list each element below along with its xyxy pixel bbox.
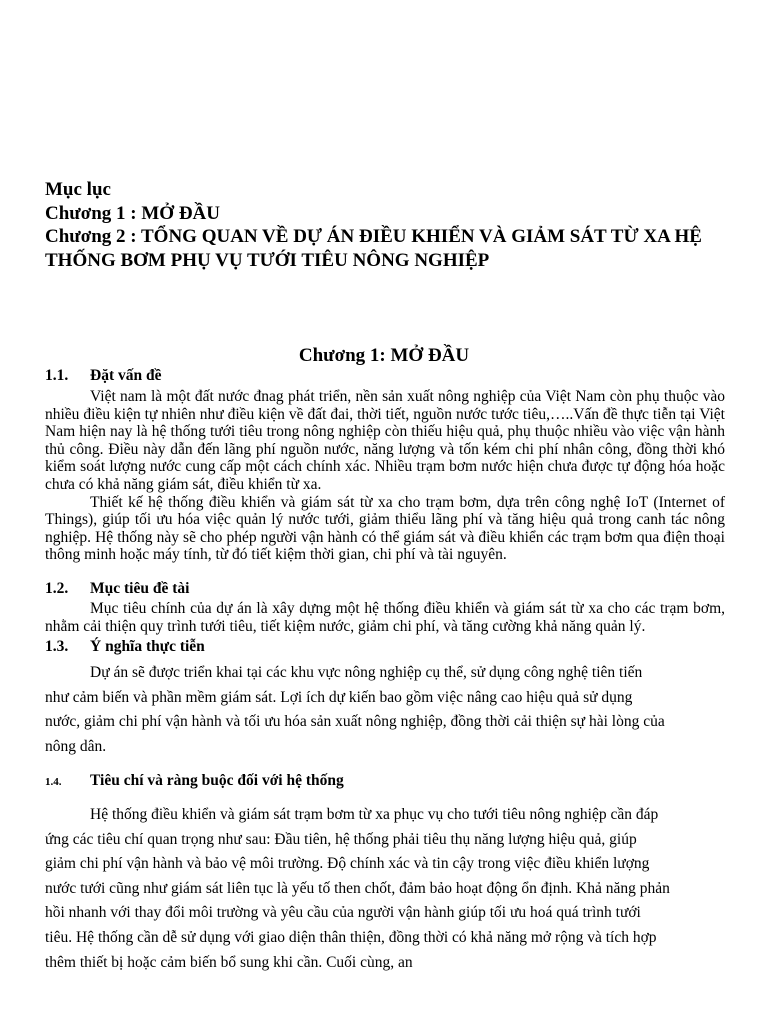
section-heading: [45, 772, 725, 791]
section-title: Tiêu chí và ràng buộc đối với hệ thống: [90, 772, 344, 789]
section-1-1: [45, 367, 725, 564]
section-number: 1.4.: [45, 776, 62, 788]
section-1-2: [45, 580, 725, 635]
paragraph: Thiết kế hệ thống điều khiển và giám sát từ xa cho trạm bơm, dựa trên công nghệ IoT (Internet of Things), giúp tối ưu hóa việc quản lý nước tưới, giảm thiểu lãng phí và tăng hiệu quả trong canh tác nông nghiệp. Hệ thống này sẽ cho phép người vận hành có thể giám sát và điều khiển các trạm bơm qua điện thoại thông minh hoặc máy tính, từ đó tiết kiệm thời gian, chi phí và tài nguyên.: [45, 493, 725, 564]
section-heading: [45, 638, 725, 656]
section-1-4: [45, 772, 725, 975]
toc-item-chapter-2: Chương 2 : TỔNG QUAN VỀ DỰ ÁN ĐIỀU KHIỂN VÀ GIẢM SÁT TỪ XA HỆ THỐNG BƠM PHỤ VỤ TƯỚI TIÊU NÔNG NGHIỆP: [45, 226, 702, 271]
table-of-contents: [45, 178, 735, 272]
chapter-1-title: Chương 1: MỞ ĐẦU: [298, 345, 470, 366]
paragraph: Mục tiêu chính của dự án là xây dựng một hệ thống điều khiển và giám sát từ xa cho các trạm bơm, nhằm cải thiện quy trình tưới tiêu, tiết kiệm nước, giảm chi phí, và tăng cường khả năng quản lý.: [45, 600, 725, 635]
toc-item-chapter-1: Chương 1 : MỞ ĐẦU: [45, 202, 220, 224]
section-number: 1.2.: [45, 580, 69, 597]
section-number: 1.3.: [45, 638, 69, 655]
toc-title: Mục lục: [45, 179, 111, 200]
section-heading: [45, 580, 725, 598]
section-heading: [45, 367, 725, 385]
paragraph: Hệ thống điều khiển và giám sát trạm bơm từ xa phục vụ cho tưới tiêu nông nghiệp cần đáp ứng các tiêu chí quan trọng như sau: Đầu tiên, hệ thống phải tiêu thụ năng lượng hiệu quả, giúp giảm chi phí vận hành và bảo vệ môi trường. Độ chính xác và tin cậy trong việc điều khiển lượng nước tưới cũng như giám sát liên tục là yếu tố then chốt, đảm bảo hoạt động ổn định. Khả năng phản hồi nhanh với thay đổi môi trường và yêu cầu của người vận hành giúp tối ưu hoá quá trình tưới tiêu. Hệ thống cần dễ sử dụng với giao diện thân thiện, đồng thời có khả năng mở rộng và tích hợp thêm thiết bị hoặc cảm biến bổ sung khi cần. Cuối cùng, an: [45, 806, 670, 971]
section-1-3: [45, 638, 725, 759]
paragraph: Dự án sẽ được triển khai tại các khu vực nông nghiệp cụ thể, sử dụng công nghệ tiên tiến như cảm biến và phần mềm giám sát. Lợi ích dự kiến bao gồm việc nâng cao hiệu quả sử dụng nước, giảm chi phí vận hành và tối ưu hóa sản xuất nông nghiệp, đồng thời cải thiện sự hài lòng của nông dân.: [45, 664, 665, 755]
section-number: 1.1.: [45, 367, 69, 384]
section-title: Ý nghĩa thực tiễn: [90, 638, 205, 655]
paragraph: Việt nam là một đất nước đnag phát triển, nền sản xuất nông nghiệp của Việt Nam còn phụ thuộc vào nhiều điều kiện tự nhiên như điều kiện về đất đai, thời tiết, nguồn nước tước tiêu,…..Vấn đề thực tiễn tại Việt Nam hiện nay là hệ thống tưới tiêu trong nông nghiệp còn thiếu hiệu quả, phụ thuộc nhiều vào việc vận hành thủ công. Điều này dẫn đến lãng phí nguồn nước, năng lượng và tốn kém chi phí nhân công, đồng thời khó kiểm soát lượng nước cung cấp một cách chính xác. Nhiều trạm bơm nước hiện chưa được tự động hóa hoặc chưa có khả năng giám sát, điều khiển từ xa.: [45, 388, 725, 493]
section-title: Đặt vấn đề: [90, 367, 162, 384]
section-title: Mục tiêu đề tài: [90, 580, 190, 597]
